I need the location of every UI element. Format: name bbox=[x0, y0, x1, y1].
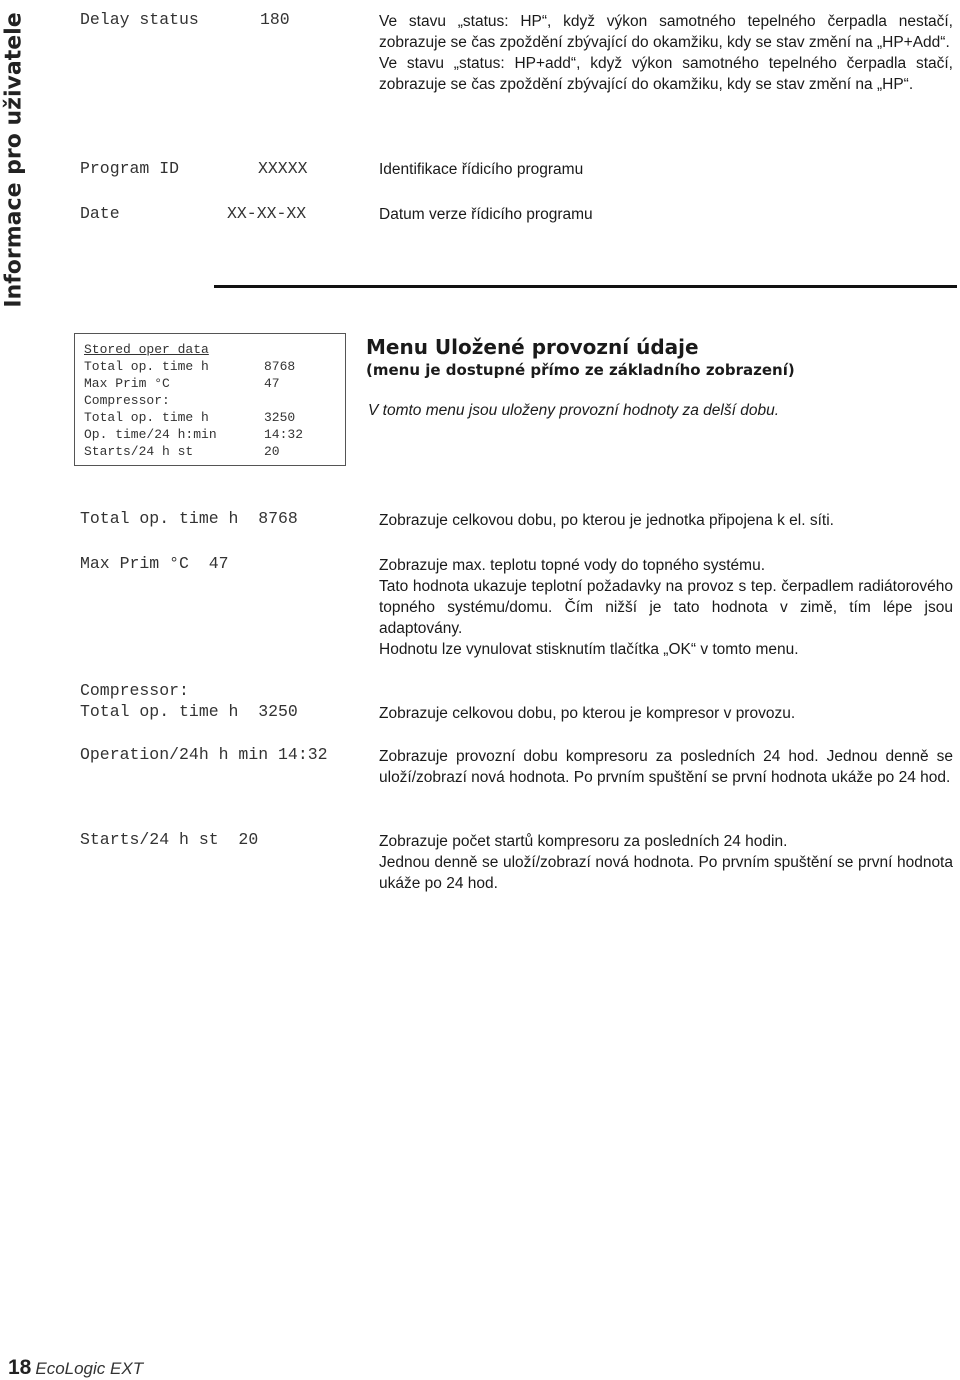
section-divider bbox=[214, 285, 957, 288]
lcd-row-label: Max Prim °C bbox=[84, 376, 170, 391]
operation-description: Zobrazuje provozní dobu kompresoru za posledních 24 hod. Jednou denně se uloží/zobrazí nová hodnota. Po prvním spuštění se první hodnota ukáže po 24 hod. bbox=[379, 748, 953, 786]
lcd-row-label: Total op. time h bbox=[84, 359, 209, 374]
compressor-total-description: Zobrazuje celkovou dobu, po kterou je kompresor v provozu. bbox=[379, 705, 796, 722]
lcd-row-label: Starts/24 h st bbox=[84, 444, 194, 459]
delay-status-paragraph: Ve stavu „status: HP+add“, když výkon samotného tepelného čerpadla stačí, zobrazuje se čas zpoždění zbývající do okamžiku, kdy se stav změní na „HP“. bbox=[379, 55, 953, 93]
page-number: 18 bbox=[8, 1356, 32, 1379]
max-prim-description bbox=[379, 555, 953, 660]
total-op-description: Zobrazuje celkovou dobu, po kterou je jednotka připojena k el. síti. bbox=[379, 512, 834, 529]
lcd-row-value: 14:32 bbox=[264, 427, 304, 442]
max-prim-paragraph: Zobrazuje max. teplotu topné vody do topného systému. bbox=[379, 557, 766, 574]
compressor-code-heading: Compressor: bbox=[80, 681, 189, 700]
menu-description: V tomto menu jsou uloženy provozní hodnoty za delší dobu. bbox=[368, 402, 779, 419]
delay-status-label: Delay status bbox=[80, 10, 199, 29]
starts-description bbox=[379, 831, 953, 894]
delay-status-paragraph: Ve stavu „status: HP“, když výkon samotného tepelného čerpadla nestačí, zobrazuje se čas zpoždění zbývající do okamžiku, kdy se stav změní na „HP+Add“. bbox=[379, 13, 953, 51]
lcd-row-value: 47 bbox=[264, 376, 280, 391]
lcd-row-value: 3250 bbox=[264, 410, 296, 425]
page-footer bbox=[8, 1356, 143, 1380]
max-prim-paragraph: Tato hodnota ukazuje teplotní požadavky na provoz s tep. čerpadlem radiátorového topného systému/domu. Čím nižší je tato hodnota v zimě, tím lépe jsou adaptovány. bbox=[379, 578, 953, 637]
date-value: XX-XX-XX bbox=[227, 204, 307, 223]
delay-status-value: 180 bbox=[260, 10, 290, 29]
compressor-total-code: Total op. time h 3250 bbox=[80, 702, 298, 721]
lcd-row-label: Op. time/24 h:min bbox=[84, 427, 217, 442]
menu-subtitle: (menu je dostupné přímo ze základního zobrazení) bbox=[366, 361, 795, 379]
lcd-row-value: 8768 bbox=[264, 359, 296, 374]
max-prim-paragraph: Hodnotu lze vynulovat stisknutím tlačítka „OK“ v tomto menu. bbox=[379, 641, 799, 658]
date-label: Date bbox=[80, 204, 120, 223]
operation-code: Operation/24h h min 14:32 bbox=[80, 745, 328, 764]
lcd-display bbox=[74, 333, 346, 466]
delay-status-description bbox=[379, 11, 953, 95]
menu-title: Menu Uložené provozní údaje bbox=[366, 335, 699, 359]
lcd-row-label: Total op. time h bbox=[84, 410, 209, 425]
lcd-header: Stored oper data bbox=[84, 342, 209, 357]
starts-paragraph: Jednou denně se uloží/zobrazí nová hodnota. Po prvním spuštění se první hodnota ukáže po 24 hod. bbox=[379, 854, 953, 892]
lcd-row-label: Compressor: bbox=[84, 393, 170, 408]
program-id-label: Program ID bbox=[80, 159, 180, 178]
starts-paragraph: Zobrazuje počet startů kompresoru za posledních 24 hodin. bbox=[379, 833, 788, 850]
total-op-code: Total op. time h 8768 bbox=[80, 509, 298, 528]
lcd-row-value: 20 bbox=[264, 444, 280, 459]
program-id-value: XXXXX bbox=[258, 159, 308, 178]
max-prim-code: Max Prim °C 47 bbox=[80, 554, 229, 573]
program-id-description: Identifikace řídicího programu bbox=[379, 161, 584, 178]
date-description: Datum verze řídicího programu bbox=[379, 206, 593, 223]
starts-code: Starts/24 h st 20 bbox=[80, 830, 259, 849]
brand-name: EcoLogic EXT bbox=[35, 1359, 144, 1378]
section-side-title: Informace pro uživatele bbox=[1, 12, 27, 308]
